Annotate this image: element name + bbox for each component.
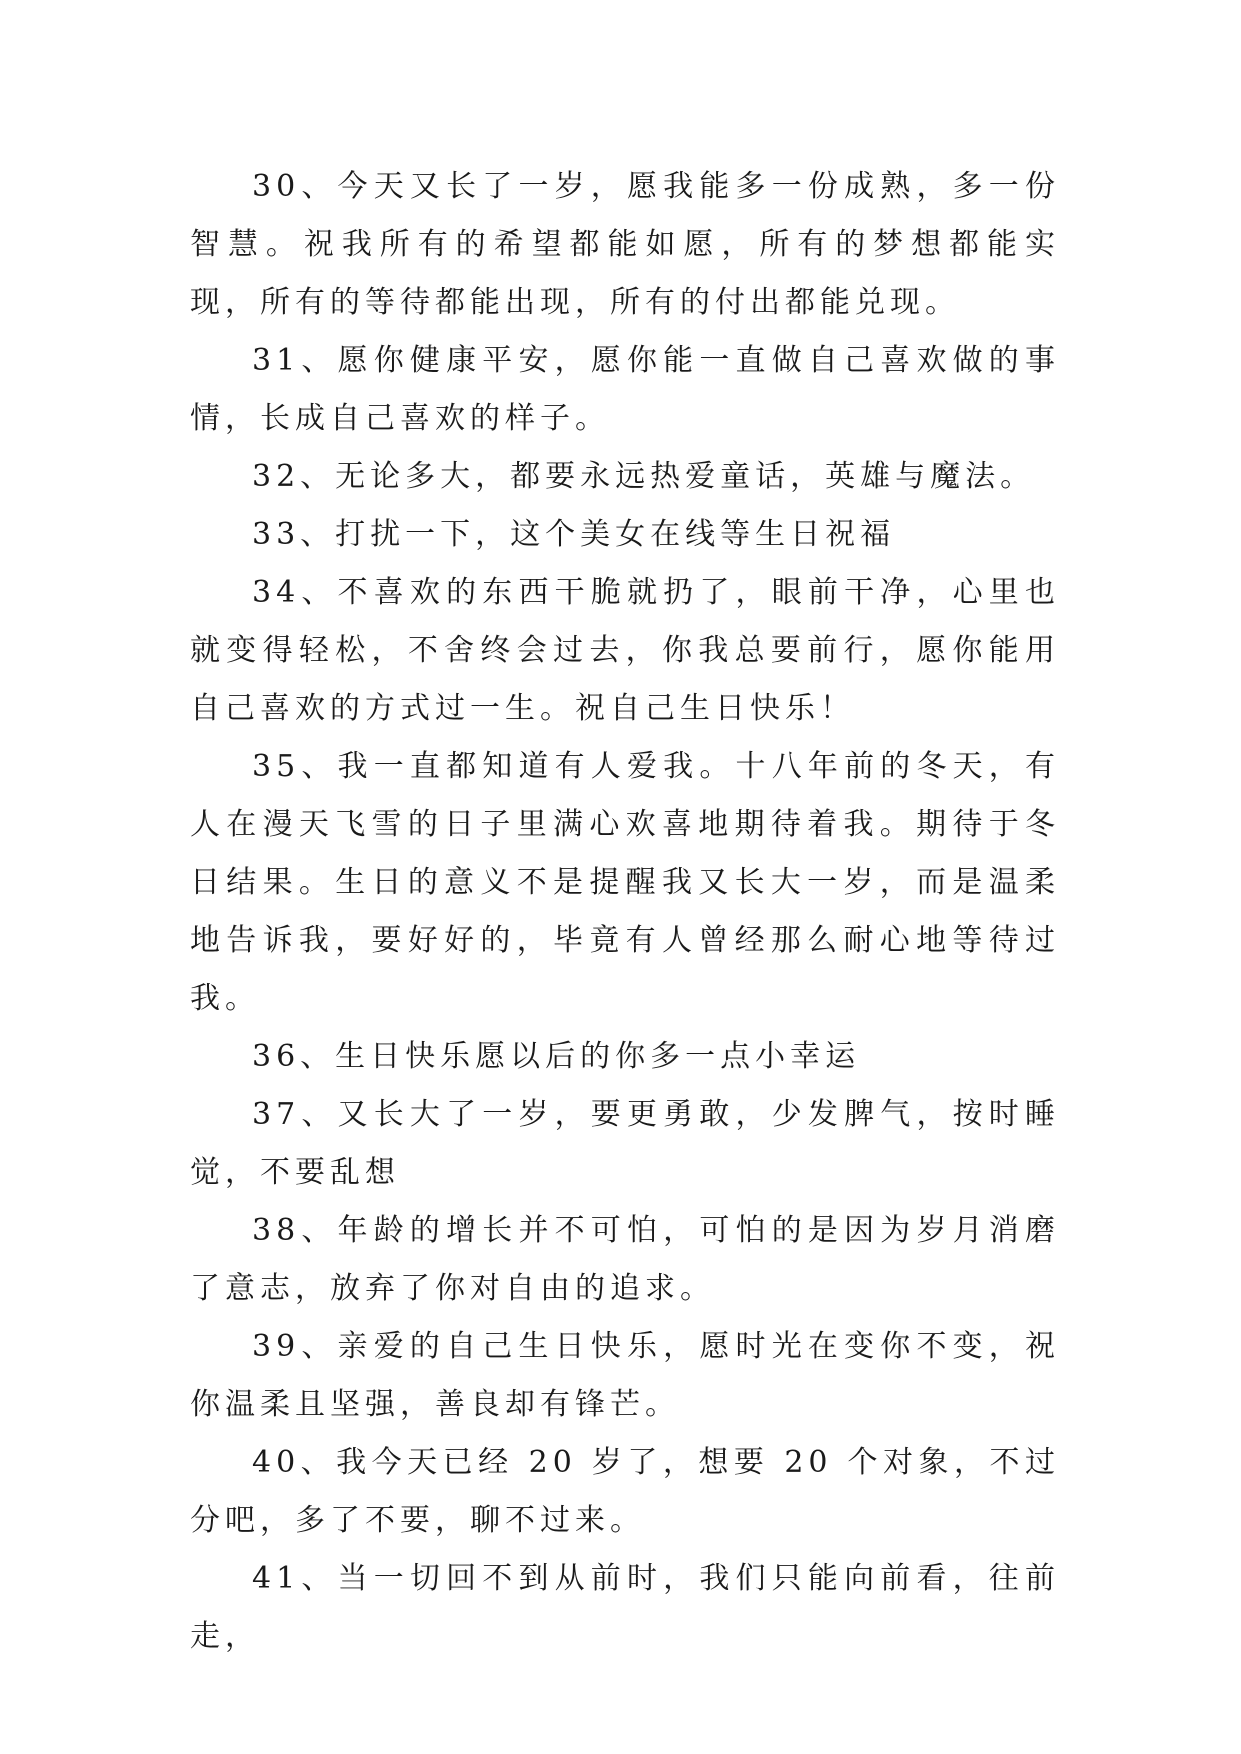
paragraph-33: 33、打扰一下，这个美女在线等生日祝福	[252, 517, 896, 552]
paragraph-34: 34、不喜欢的东西干脆就扔了，眼前干净，心里也就变得轻松，不舍终会过去，你我总要前行，愿你能用自己喜欢的方式过一生。祝自己生日快乐！	[190, 575, 1060, 726]
paragraph-40: 40、我今天已经 20 岁了，想要 20 个对象，不过分吧，多了不要，聊不过来。	[190, 1445, 1060, 1538]
paragraph-41: 41、当一切回不到从前时，我们只能向前看，往前走，	[190, 1561, 1060, 1654]
document-body	[190, 158, 1060, 1666]
paragraph-31: 31、愿你健康平安，愿你能一直做自己喜欢做的事情，长成自己喜欢的样子。	[190, 343, 1060, 436]
paragraph-39: 39、亲爱的自己生日快乐，愿时光在变你不变，祝你温柔且坚强，善良却有锋芒。	[190, 1329, 1060, 1422]
paragraph-37: 37、又长大了一岁，要更勇敢，少发脾气，按时睡觉，不要乱想	[190, 1097, 1060, 1190]
paragraph-32: 32、无论多大，都要永远热爱童话，英雄与魔法。	[252, 459, 1036, 494]
paragraph-30: 30、今天又长了一岁，愿我能多一份成熟，多一份智慧。祝我所有的希望都能如愿，所有的梦想都能实现，所有的等待都能出现，所有的付出都能兑现。	[190, 169, 1060, 320]
paragraph-35: 35、我一直都知道有人爱我。十八年前的冬天，有人在漫天飞雪的日子里满心欢喜地期待着我。期待于冬日结果。生日的意义不是提醒我又长大一岁，而是温柔地告诉我，要好好的，毕竟有人曾经那么耐心地等待过我。	[190, 749, 1060, 1016]
paragraph-36: 36、生日快乐愿以后的你多一点小幸运	[252, 1039, 861, 1074]
paragraph-38: 38、年龄的增长并不可怕，可怕的是因为岁月消磨了意志，放弃了你对自由的追求。	[190, 1213, 1060, 1306]
